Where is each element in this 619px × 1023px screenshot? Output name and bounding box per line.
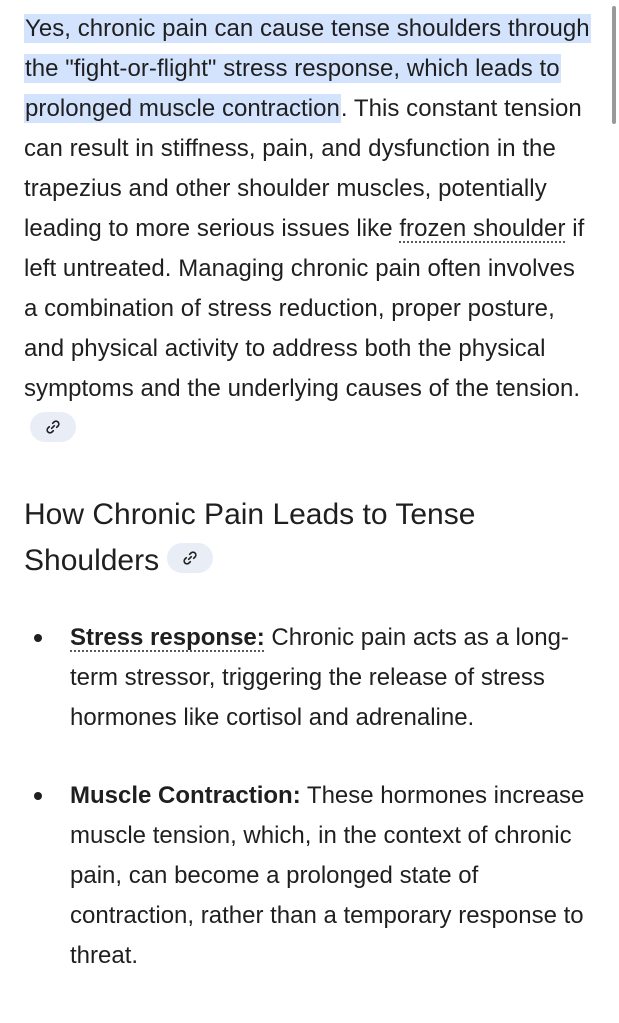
source-link-chip[interactable] bbox=[30, 412, 76, 442]
bullet-dot bbox=[34, 634, 42, 642]
stress-response-term-link[interactable]: Stress response: bbox=[70, 624, 265, 651]
bullet-list bbox=[24, 618, 595, 976]
section-heading bbox=[24, 492, 595, 584]
frozen-shoulder-link[interactable]: frozen shoulder bbox=[399, 215, 566, 242]
intro-text-end: if left untreated. Managing chronic pain often involves a combination of stress reduction, proper posture, and physical activity to address both the physical symptoms and the underlying causes of the tension. bbox=[24, 215, 585, 402]
intro-text: . This constant tension can result in stiffness, pain, and dysfunction in the trapezius and other shoulder muscles, potentially leading to more serious issues like bbox=[24, 95, 582, 242]
link-icon bbox=[45, 419, 61, 435]
intro-paragraph bbox=[24, 9, 595, 449]
section-heading-text: How Chronic Pain Leads to Tense Shoulders bbox=[24, 498, 476, 577]
heading-link-chip[interactable] bbox=[167, 543, 213, 573]
bullet-term: Muscle Contraction: bbox=[70, 782, 301, 809]
list-item bbox=[24, 618, 595, 738]
bullet-text: Chronic pain acts as a long-term stressor, triggering the release of stress hormones like cortisol and adrenaline. bbox=[70, 624, 569, 731]
highlighted-answer: Yes, chronic pain can cause tense shoulders through the "fight-or-flight" stress response, which leads to prolonged muscle contraction bbox=[25, 15, 590, 122]
link-icon bbox=[182, 550, 198, 566]
bullet-text: These hormones increase muscle tension, which, in the context of chronic pain, can become a prolonged state of contraction, rather than a temporary response to threat. bbox=[70, 782, 585, 969]
bullet-dot bbox=[34, 792, 42, 800]
list-item bbox=[24, 776, 595, 976]
